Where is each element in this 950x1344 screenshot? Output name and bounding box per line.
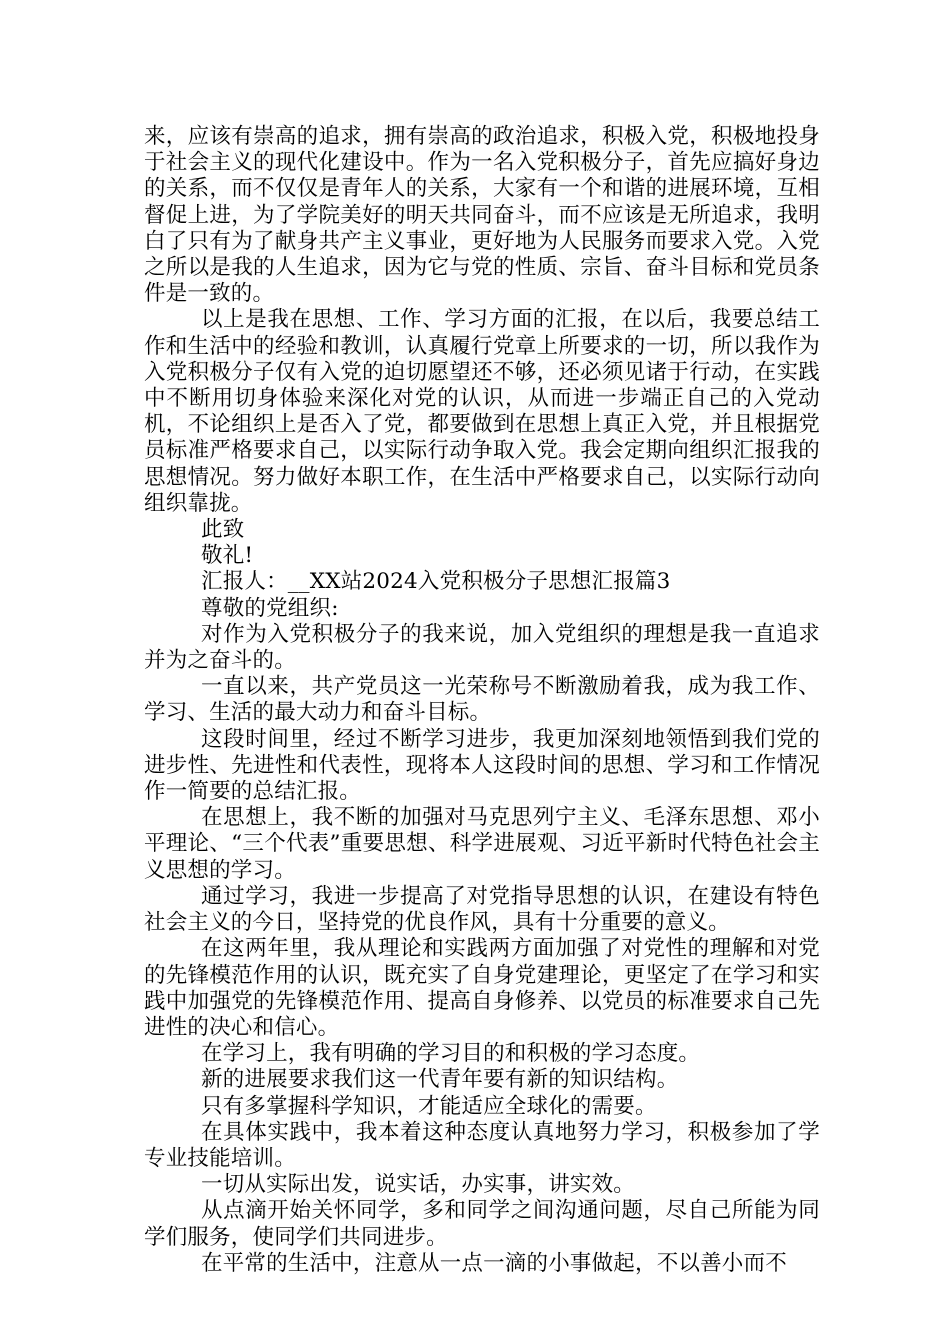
paragraph: 新的进展要求我们这一代青年要有新的知识结构。 <box>201 1067 679 1093</box>
paragraph: 在思想上，我不断的加强对马克思列宁主义、毛泽东思想、邓小平理论、“三个代表”重要思想、科学进展观、习近平新时代特色社会主义思想的学习。 <box>144 805 820 883</box>
document-page <box>144 124 820 1277</box>
paragraph: 在平常的生活中，注意从一点一滴的小事做起，不以善小而不 <box>201 1250 787 1276</box>
salutation: 尊敬的党组织: <box>201 595 339 621</box>
paragraph: 通过学习，我进一步提高了对党指导思想的认识，在建设有特色社会主义的今日，坚持党的优良作风，具有十分重要的意义。 <box>144 883 820 936</box>
paragraph: 一切从实际出发，说实话，办实事，讲实效。 <box>201 1172 636 1198</box>
paragraph: 在学习上，我有明确的学习目的和积极的学习态度。 <box>201 1041 701 1067</box>
paragraph: 只有多掌握科学知识，才能适应全球化的需要。 <box>201 1093 657 1119</box>
paragraph: 来，应该有崇高的追求，拥有崇高的政治追求，积极入党，积极地投身于社会主义的现代化建设中。作为一名入党积极分子，首先应搞好身边的关系，而不仅仅是青年人的关系，大家有一个和谐的进展环境，互相督促上进，为了学院美好的明天共同奋斗，而不应该是无所追求，我明白了只有为了献身共产主义事业，更好地为人民服务而要求入党。入党之所以是我的人生追求，因为它与党的性质、宗旨、奋斗目标和党员条件是一致的。 <box>144 124 820 307</box>
paragraph: 这段时间里，经过不断学习进步，我更加深刻地领悟到我们党的进步性、先进性和代表性，现将本人这段时间的思想、学习和工作情况作一简要的总结汇报。 <box>144 726 820 805</box>
paragraph: 以上是我在思想、工作、学习方面的汇报，在以后，我要总结工作和生活中的经验和教训，认真履行党章上所要求的一切，所以我作为入党积极分子仅有入党的迫切愿望还不够，还必须见诸于行动，在实践中不断用切身体验来深化对党的认识，从而进一步端正自己的入党动机，不论组织上是否入了党，都要做到在思想上真正入党，并且根据党员标准严格要求自己，以实际行动争取入党。我会定期向组织汇报我的思想情况。努力做好本职工作，在生活中严格要求自己，以实际行动向组织靠拢。 <box>144 307 820 516</box>
closing-regards: 敬礼! <box>201 543 254 569</box>
paragraph: 在具体实践中，我本着这种态度认真地努力学习，积极参加了学专业技能培训。 <box>144 1119 820 1171</box>
paragraph: 从点滴开始关怀同学，多和同学之间沟通问题，尽自己所能为同学们服务，使同学们共同进步。 <box>144 1198 820 1250</box>
paragraph: 在这两年里，我从理论和实践两方面加强了对党性的理解和对党的先锋模范作用的认识，既充实了自身党建理论，更坚定了在学习和实践中加强党的先锋模范作用、提高自身修养、以党员的标准要求自己先进性的决心和信心。 <box>144 936 820 1040</box>
paragraph: 对作为入党积极分子的我来说，加入党组织的理想是我一直追求并为之奋斗的。 <box>144 621 820 674</box>
paragraph: 一直以来，共产党员这一光荣称号不断激励着我，成为我工作、学习、生活的最大动力和奋斗目标。 <box>144 674 820 726</box>
reporter-line: 汇报人：__XX站2024入党积极分子思想汇报篇3 <box>201 569 671 595</box>
closing-salutation: 此致 <box>201 517 245 543</box>
